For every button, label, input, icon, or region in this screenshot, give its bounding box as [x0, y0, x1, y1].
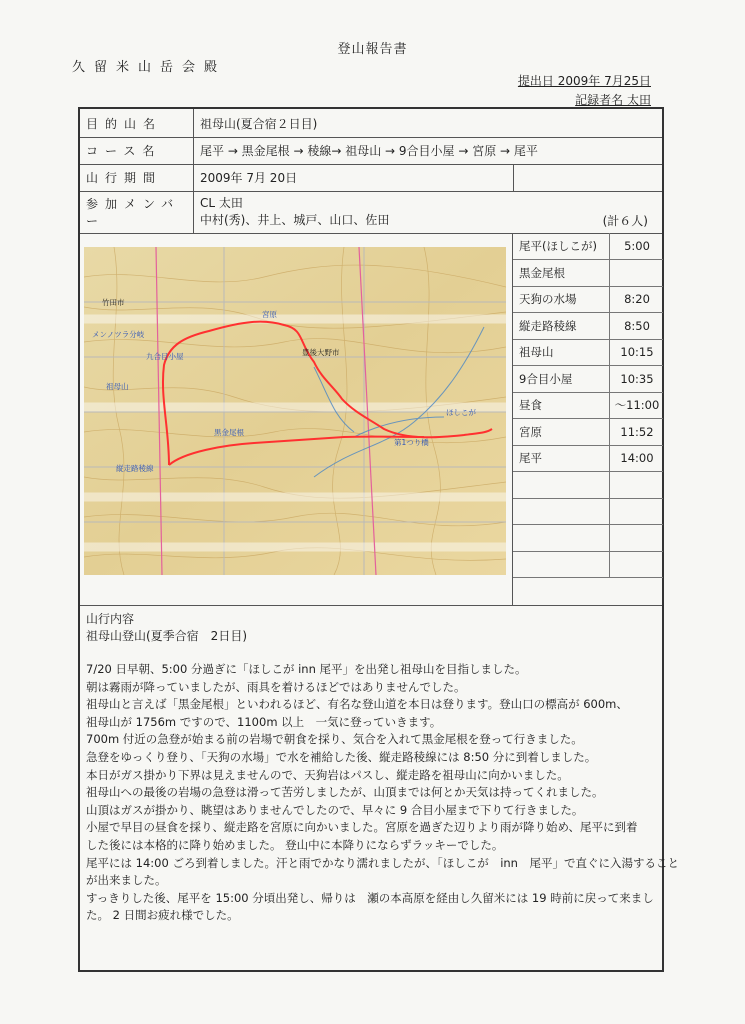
schedule-place: 尾平(ほしこが)	[519, 239, 597, 253]
schedule-time: 5:00	[609, 233, 664, 259]
period-divider	[513, 164, 514, 191]
label-jusoro: 縦走路稜線	[116, 464, 154, 473]
schedule-time: 8:50	[609, 313, 664, 339]
label-miyahara: 宮原	[262, 310, 277, 319]
schedule-table	[512, 233, 663, 605]
report-line: した後には本格的に降り始めました。 登山中に本降りにならずラッキーでした。	[86, 837, 504, 852]
label-kugoume: 九合目小屋	[146, 352, 184, 361]
schedule-time: 11:52	[609, 419, 664, 445]
schedule-place: 祖母山	[519, 345, 554, 359]
schedule-time: 10:15	[609, 339, 664, 365]
members-label: 参加メンバー	[80, 191, 194, 233]
schedule-row	[513, 313, 663, 340]
period-label: 山行期間	[80, 164, 194, 191]
report-form	[78, 107, 679, 972]
report-line: 7/20 日早朝、5:00 分過ぎに「ほしこが inn 尾平」を出発し祖母山を目指しました。	[86, 662, 527, 676]
schedule-time	[609, 260, 664, 286]
report-subheading: 祖母山登山(夏季合宿 2日目)	[86, 629, 247, 643]
route-map	[84, 247, 506, 575]
label-bungoono: 豊後大野市	[302, 348, 340, 357]
submit-date: 提出日 2009年 7月25日	[517, 74, 651, 88]
report-body	[86, 661, 679, 925]
report-line: 朝は霧雨が降っていましたが、雨具を着けるほどではありませんでした。	[86, 679, 466, 694]
report-line: 小屋で早目の昼食を採り、縦走路を宮原に向かいました。宮原を過ぎた辺りより雨が降り始め、尾平に到着	[86, 820, 638, 835]
members-leader: CL 太田	[200, 196, 243, 210]
schedule-time	[609, 551, 664, 577]
target-mountain-label: 目的山名	[80, 109, 194, 137]
report-line: すっきりした後、尾平を 15:00 分頃出発し、帰りは 瀬の本高原を経由し久留米には 19 時前に戻って来まし	[86, 890, 654, 905]
schedule-time	[609, 498, 664, 524]
schedule-time: 8:20	[609, 286, 664, 312]
report-heading: 山行内容	[86, 612, 135, 626]
row-target-mountain	[80, 109, 662, 138]
schedule-row	[513, 233, 663, 260]
schedule-row	[513, 551, 663, 578]
schedule-place: 天狗の水場	[519, 292, 577, 306]
report-line: 祖母山への最後の岩場の急登は滑って苦労しましたが、山頂までは何とか天気は持ってくれました。	[86, 785, 604, 800]
schedule-time: 14:00	[609, 445, 664, 471]
schedule-row	[513, 339, 663, 366]
schedule-place: 尾平	[519, 451, 542, 465]
members-list	[200, 195, 389, 229]
members-count: (計６人)	[602, 214, 648, 228]
schedule-row	[513, 525, 663, 552]
period-value: 2009年 7月 20日	[200, 171, 298, 185]
schedule-place: 宮原	[519, 424, 542, 439]
label-sobosan: 祖母山	[106, 382, 129, 391]
report-section	[80, 605, 679, 923]
report-line: 700m 付近の急登が始まる前の岩場で朝食を採り、気合を入れて黒金尾根を登って行きました。	[86, 732, 583, 747]
schedule-time: 10:35	[609, 366, 664, 392]
schedule-row	[513, 419, 663, 446]
label-hoshikoga: ほしこが	[446, 408, 476, 417]
report-line: 本日がガス掛かり下界は見えませんので、天狗岩はパスし、縦走路を祖母山に向かいました。	[86, 767, 569, 782]
schedule-place: 昼食	[519, 398, 542, 412]
schedule-time	[609, 525, 664, 551]
schedule-place: 縦走路稜線	[519, 318, 577, 333]
members-others: 中村(秀)、井上、城戸、山口、佐田	[200, 213, 390, 227]
schedule-place: 黒金尾根	[519, 265, 565, 280]
schedule-row	[513, 366, 663, 393]
schedule-row	[513, 445, 663, 472]
document-title: 登山報告書	[337, 42, 408, 57]
report-line: 山頂はガスが掛かり、眺望はありませんでしたので、早々に 9 合目小屋まで下りて行きました。	[86, 802, 584, 817]
row-period	[80, 164, 662, 192]
schedule-time: ～11:00	[609, 392, 664, 418]
schedule-place: 9合目小屋	[519, 371, 573, 386]
recorder-name: 記録者名 太田	[575, 93, 651, 107]
label-mensora: メンノツラ分岐	[92, 330, 145, 339]
report-line: が出来ました。	[86, 873, 167, 888]
schedule-row	[513, 392, 663, 419]
target-mountain-value: 祖母山(夏合宿２日目)	[200, 116, 318, 131]
route-map-svg	[84, 247, 506, 575]
schedule-row	[513, 498, 663, 525]
report-line: 祖母山が 1756m ですので、1100m 以上 一気に登っていきます。	[86, 714, 442, 729]
row-course	[80, 137, 662, 165]
label-daiichitsuribashi: 第1つり橋	[394, 438, 429, 447]
report-line: 急登をゆっくり登り、「天狗の水場」で水を補給した後、縦走路稜線には 8:50 分に到着しました。	[86, 749, 597, 764]
addressee: 久留米山岳会殿	[72, 60, 227, 75]
course-value: 尾平 → 黒金尾根 → 稜線→ 祖母山 → 9合目小屋 → 宮原 → 尾平	[200, 144, 538, 158]
course-label: コース名	[80, 137, 194, 164]
label-taketa: 竹田市	[102, 298, 125, 307]
row-members	[80, 191, 662, 234]
schedule-row	[513, 286, 663, 313]
schedule-row	[513, 260, 663, 287]
label-kuroganeone: 黒金尾根	[214, 428, 244, 437]
report-line: た。 2 日間お疲れ様でした。	[86, 908, 239, 923]
report-line: 尾平には 14:00 ごろ到着しました。汗と雨でかなり濡れましたが、「ほしこが inn 尾平」で直ぐに入湯すること	[86, 855, 679, 870]
schedule-time	[609, 472, 664, 498]
schedule-row	[513, 472, 663, 499]
report-line: 祖母山と言えば「黒金尾根」といわれるほど、有名な登山道を本日は登ります。登山口の標高が 600m、	[86, 697, 628, 712]
